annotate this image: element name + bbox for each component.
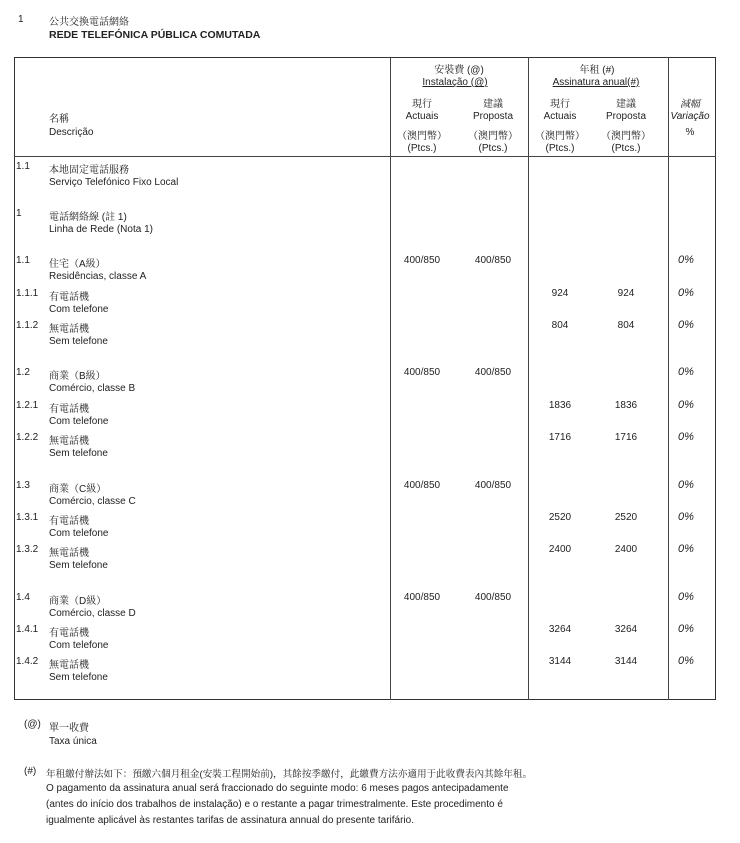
install-zh: 安裝費 (@) (434, 65, 484, 76)
section-number: 1 (18, 14, 24, 25)
row-name-pt: Serviço Telefónico Fixo Local (49, 177, 179, 188)
variation: 0% (678, 511, 694, 523)
annual-proposed: 924 (617, 288, 635, 299)
subheader-proposed-pt: Proposta (605, 111, 647, 122)
row-name-zh: 住宅（A級） (49, 259, 106, 270)
row-name-zh: 商業（C級） (49, 484, 107, 495)
row-name-zh: 電話網絡線 (註 1) (49, 212, 127, 223)
variation: 0% (678, 399, 694, 411)
variation: 0% (678, 591, 694, 603)
row-code: 1.1 (16, 255, 30, 266)
row-code: 1.3.1 (16, 512, 39, 523)
row-code: 1.2.2 (16, 432, 39, 443)
row-code: 1.4.2 (16, 656, 39, 667)
variation: 0% (678, 623, 694, 635)
variation: 0% (678, 431, 694, 443)
annual-proposed: 2400 (614, 544, 638, 555)
annual-proposed: 3264 (614, 624, 638, 635)
row-name-zh: 本地固定電話服務 (49, 165, 129, 176)
subheader-current-pt: Actuais (405, 111, 439, 122)
install-pt: Instalação (@) (422, 77, 488, 88)
row-name-zh: 無電話機 (49, 660, 89, 671)
note-at-mark: (@) (24, 719, 41, 730)
annual-current: 3144 (548, 656, 572, 667)
desc-pt: Descrição (49, 127, 94, 138)
install-proposed: 400/850 (474, 255, 512, 266)
note-hash-pt-3: igualmente aplicável às restantes tarifas de assinatura annual do presente tarifário. (46, 815, 414, 826)
row-name-pt: Com telefone (49, 528, 109, 539)
row-name-pt: Sem telefone (49, 448, 108, 459)
row-name-pt: Com telefone (49, 416, 109, 427)
subheader-currency-zh: （澳門幣） (397, 131, 447, 142)
annual-proposed: 1716 (614, 432, 638, 443)
variation-unit: % (685, 127, 695, 138)
note-hash-zh: 年租繳付辦法如下：預繳六個月租金(安裝工程開始前)，其餘按季繳付，此繳費方法亦適用于此收費表內其餘年租。 (46, 769, 533, 780)
annual-pt: Assinatura anual(#) (552, 77, 640, 88)
row-name-pt: Residências, classe A (49, 271, 147, 282)
subheader-proposed-zh: 建議 (483, 99, 503, 110)
header-divider (14, 156, 716, 157)
annual-proposed: 3144 (614, 656, 638, 667)
row-name-pt: Comércio, classe D (49, 608, 136, 619)
row-name-zh: 無電話機 (49, 324, 89, 335)
divider (390, 57, 391, 700)
variation: 0% (678, 366, 694, 378)
subheader-currency-zh: （澳門幣） (535, 131, 585, 142)
note-hash-mark: (#) (24, 766, 37, 777)
install-proposed: 400/850 (474, 480, 512, 491)
row-name-pt: Sem telefone (49, 336, 108, 347)
annual-current: 3264 (548, 624, 572, 635)
annual-zh: 年租 (#) (579, 65, 615, 76)
row-code: 1.3 (16, 480, 30, 491)
desc-zh: 名稱 (49, 114, 69, 125)
subheader-currency-zh: （澳門幣） (601, 131, 651, 142)
subheader-current-pt: Actuais (543, 111, 577, 122)
divider (668, 57, 669, 700)
variation-pt: Variação (670, 111, 710, 122)
annual-proposed: 2520 (614, 512, 638, 523)
note-hash-pt-2: (antes do início dos trabalhos de instalação) e o restante a pagar trimestralmente. Este procedimento é (46, 799, 503, 810)
subheader-currency-pt: (Ptcs.) (407, 143, 437, 154)
row-code: 1.3.2 (16, 544, 39, 555)
row-name-zh: 有電話機 (49, 628, 89, 639)
note-hash-pt-1: O pagamento da assinatura anual será fraccionado do seguinte modo: 6 meses pagos antecipadamente (46, 783, 509, 794)
variation: 0% (678, 254, 694, 266)
annual-current: 1716 (548, 432, 572, 443)
row-code: 1 (16, 208, 22, 219)
row-code: 1.1 (16, 161, 30, 172)
section-title-pt: REDE TELEFÓNICA PÚBLICA COMUTADA (49, 29, 261, 41)
note-at-zh: 單一收費 (49, 723, 89, 734)
variation: 0% (678, 479, 694, 491)
section-title-zh: 公共交換電話網絡 (49, 17, 129, 28)
row-name-zh: 有電話機 (49, 516, 89, 527)
row-code: 1.4.1 (16, 624, 39, 635)
install-proposed: 400/850 (474, 592, 512, 603)
row-name-zh: 有電話機 (49, 404, 89, 415)
subheader-currency-zh: （澳門幣） (468, 131, 518, 142)
note-at-pt: Taxa única (49, 736, 97, 747)
row-code: 1.2 (16, 367, 30, 378)
subheader-current-zh: 現行 (550, 99, 570, 110)
subheader-currency-pt: (Ptcs.) (478, 143, 508, 154)
subheader-proposed-pt: Proposta (472, 111, 514, 122)
row-name-zh: 有電話機 (49, 292, 89, 303)
variation: 0% (678, 287, 694, 299)
annual-proposed: 1836 (614, 400, 638, 411)
subheader-currency-pt: (Ptcs.) (545, 143, 575, 154)
install-current: 400/850 (403, 367, 441, 378)
install-current: 400/850 (403, 255, 441, 266)
annual-current: 1836 (548, 400, 572, 411)
variation: 0% (678, 655, 694, 667)
annual-current: 924 (551, 288, 569, 299)
row-code: 1.1.1 (16, 288, 39, 299)
row-name-pt: Sem telefone (49, 672, 108, 683)
row-name-pt: Com telefone (49, 304, 109, 315)
row-name-zh: 無電話機 (49, 436, 89, 447)
variation: 0% (678, 319, 694, 331)
row-code: 1.2.1 (16, 400, 39, 411)
subheader-proposed-zh: 建議 (616, 99, 636, 110)
row-name-pt: Comércio, classe C (49, 496, 136, 507)
row-name-zh: 商業（D級） (49, 596, 107, 607)
annual-proposed: 804 (617, 320, 635, 331)
annual-current: 2520 (548, 512, 572, 523)
variation-zh: 減幅 (680, 99, 700, 110)
install-current: 400/850 (403, 480, 441, 491)
row-name-zh: 商業（B級） (49, 371, 106, 382)
subheader-currency-pt: (Ptcs.) (611, 143, 641, 154)
annual-current: 804 (551, 320, 569, 331)
row-name-pt: Sem telefone (49, 560, 108, 571)
row-name-zh: 無電話機 (49, 548, 89, 559)
annual-current: 2400 (548, 544, 572, 555)
row-code: 1.1.2 (16, 320, 39, 331)
row-name-pt: Com telefone (49, 640, 109, 651)
divider (528, 57, 529, 700)
variation: 0% (678, 543, 694, 555)
subheader-current-zh: 現行 (412, 99, 432, 110)
row-name-pt: Comércio, classe B (49, 383, 136, 394)
row-code: 1.4 (16, 592, 30, 603)
install-current: 400/850 (403, 592, 441, 603)
row-name-pt: Linha de Rede (Nota 1) (49, 224, 153, 235)
install-proposed: 400/850 (474, 367, 512, 378)
